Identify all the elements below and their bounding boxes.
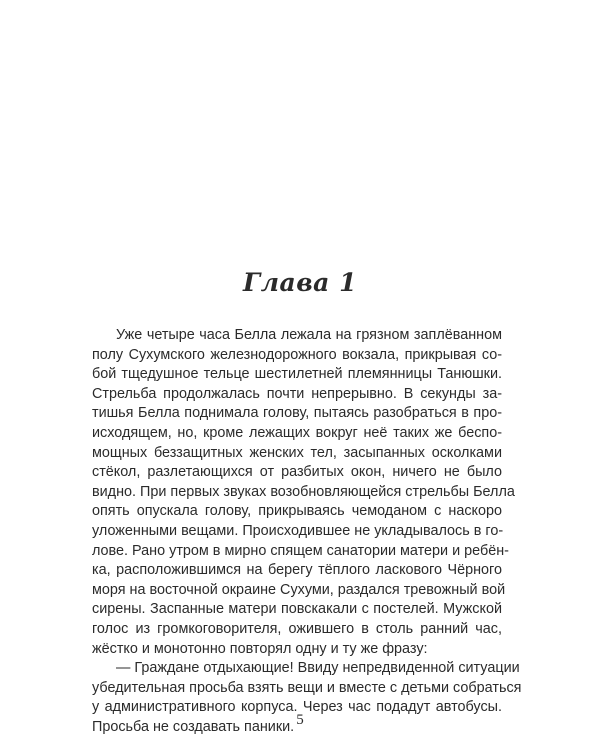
- text-line: сирены. Заспанные матери повскакали с постелей. Мужской: [92, 601, 502, 618]
- chapter-title: Глава 1: [243, 268, 357, 297]
- text-line: у административного корпуса. Через час подадут автобусы.: [92, 699, 502, 716]
- text-line: уложенными вещами. Происходившее не укладывалось в го-: [92, 522, 504, 539]
- text-line: видно. При первых звуках возобновляющейся стрельбы Белла: [92, 483, 515, 500]
- page-number: 5: [296, 712, 304, 728]
- text-line: бой тщедушное тельце шестилетней племянницы Танюшки.: [92, 366, 502, 383]
- text-line: мощных беззащитных женских тел, засыпанных осколками: [92, 444, 502, 461]
- text-line: лове. Рано утром в мирно спящем санатории матери и ребён-: [92, 542, 509, 559]
- text-line: моря на восточной окраине Сухуми, раздался тревожный вой: [92, 581, 506, 598]
- text-line: опять опускала голову, прикрываясь чемоданом с наскоро: [92, 503, 502, 520]
- text-line: исходящем, но, кроме лежащих вокруг неё таких же беспо-: [92, 424, 502, 441]
- text-line: ка, расположившимся на берегу тёплого ласкового Чёрного: [92, 562, 502, 579]
- text-line: — Граждане отдыхающие! Ввиду непредвиденной ситуации: [116, 660, 520, 677]
- text-line: Уже четыре часа Белла лежала на грязном заплёванном: [116, 327, 502, 343]
- text-line: тишья Белла поднимала голову, пытаясь разобраться в про-: [92, 405, 502, 422]
- text-line: Стрельба продолжалась почти непрерывно. В секунды за-: [92, 385, 502, 402]
- text-line: полу Сухумского железнодорожного вокзала, прикрывая со-: [92, 346, 502, 363]
- text-line: Просьба не создавать паники.: [92, 718, 295, 735]
- chapter-body: [92, 326, 522, 737]
- text-line: голос из громкоговорителя, ожившего в столь ранний час,: [92, 620, 502, 637]
- text-line: стёкол, разлетающихся от разбитых окон, ничего не было: [92, 464, 502, 481]
- text-line: убедительная просьба взять вещи и вместе с детьми собраться: [92, 679, 522, 696]
- text-line: жёстко и монотонно повторял одну и ту же фразу:: [92, 640, 428, 657]
